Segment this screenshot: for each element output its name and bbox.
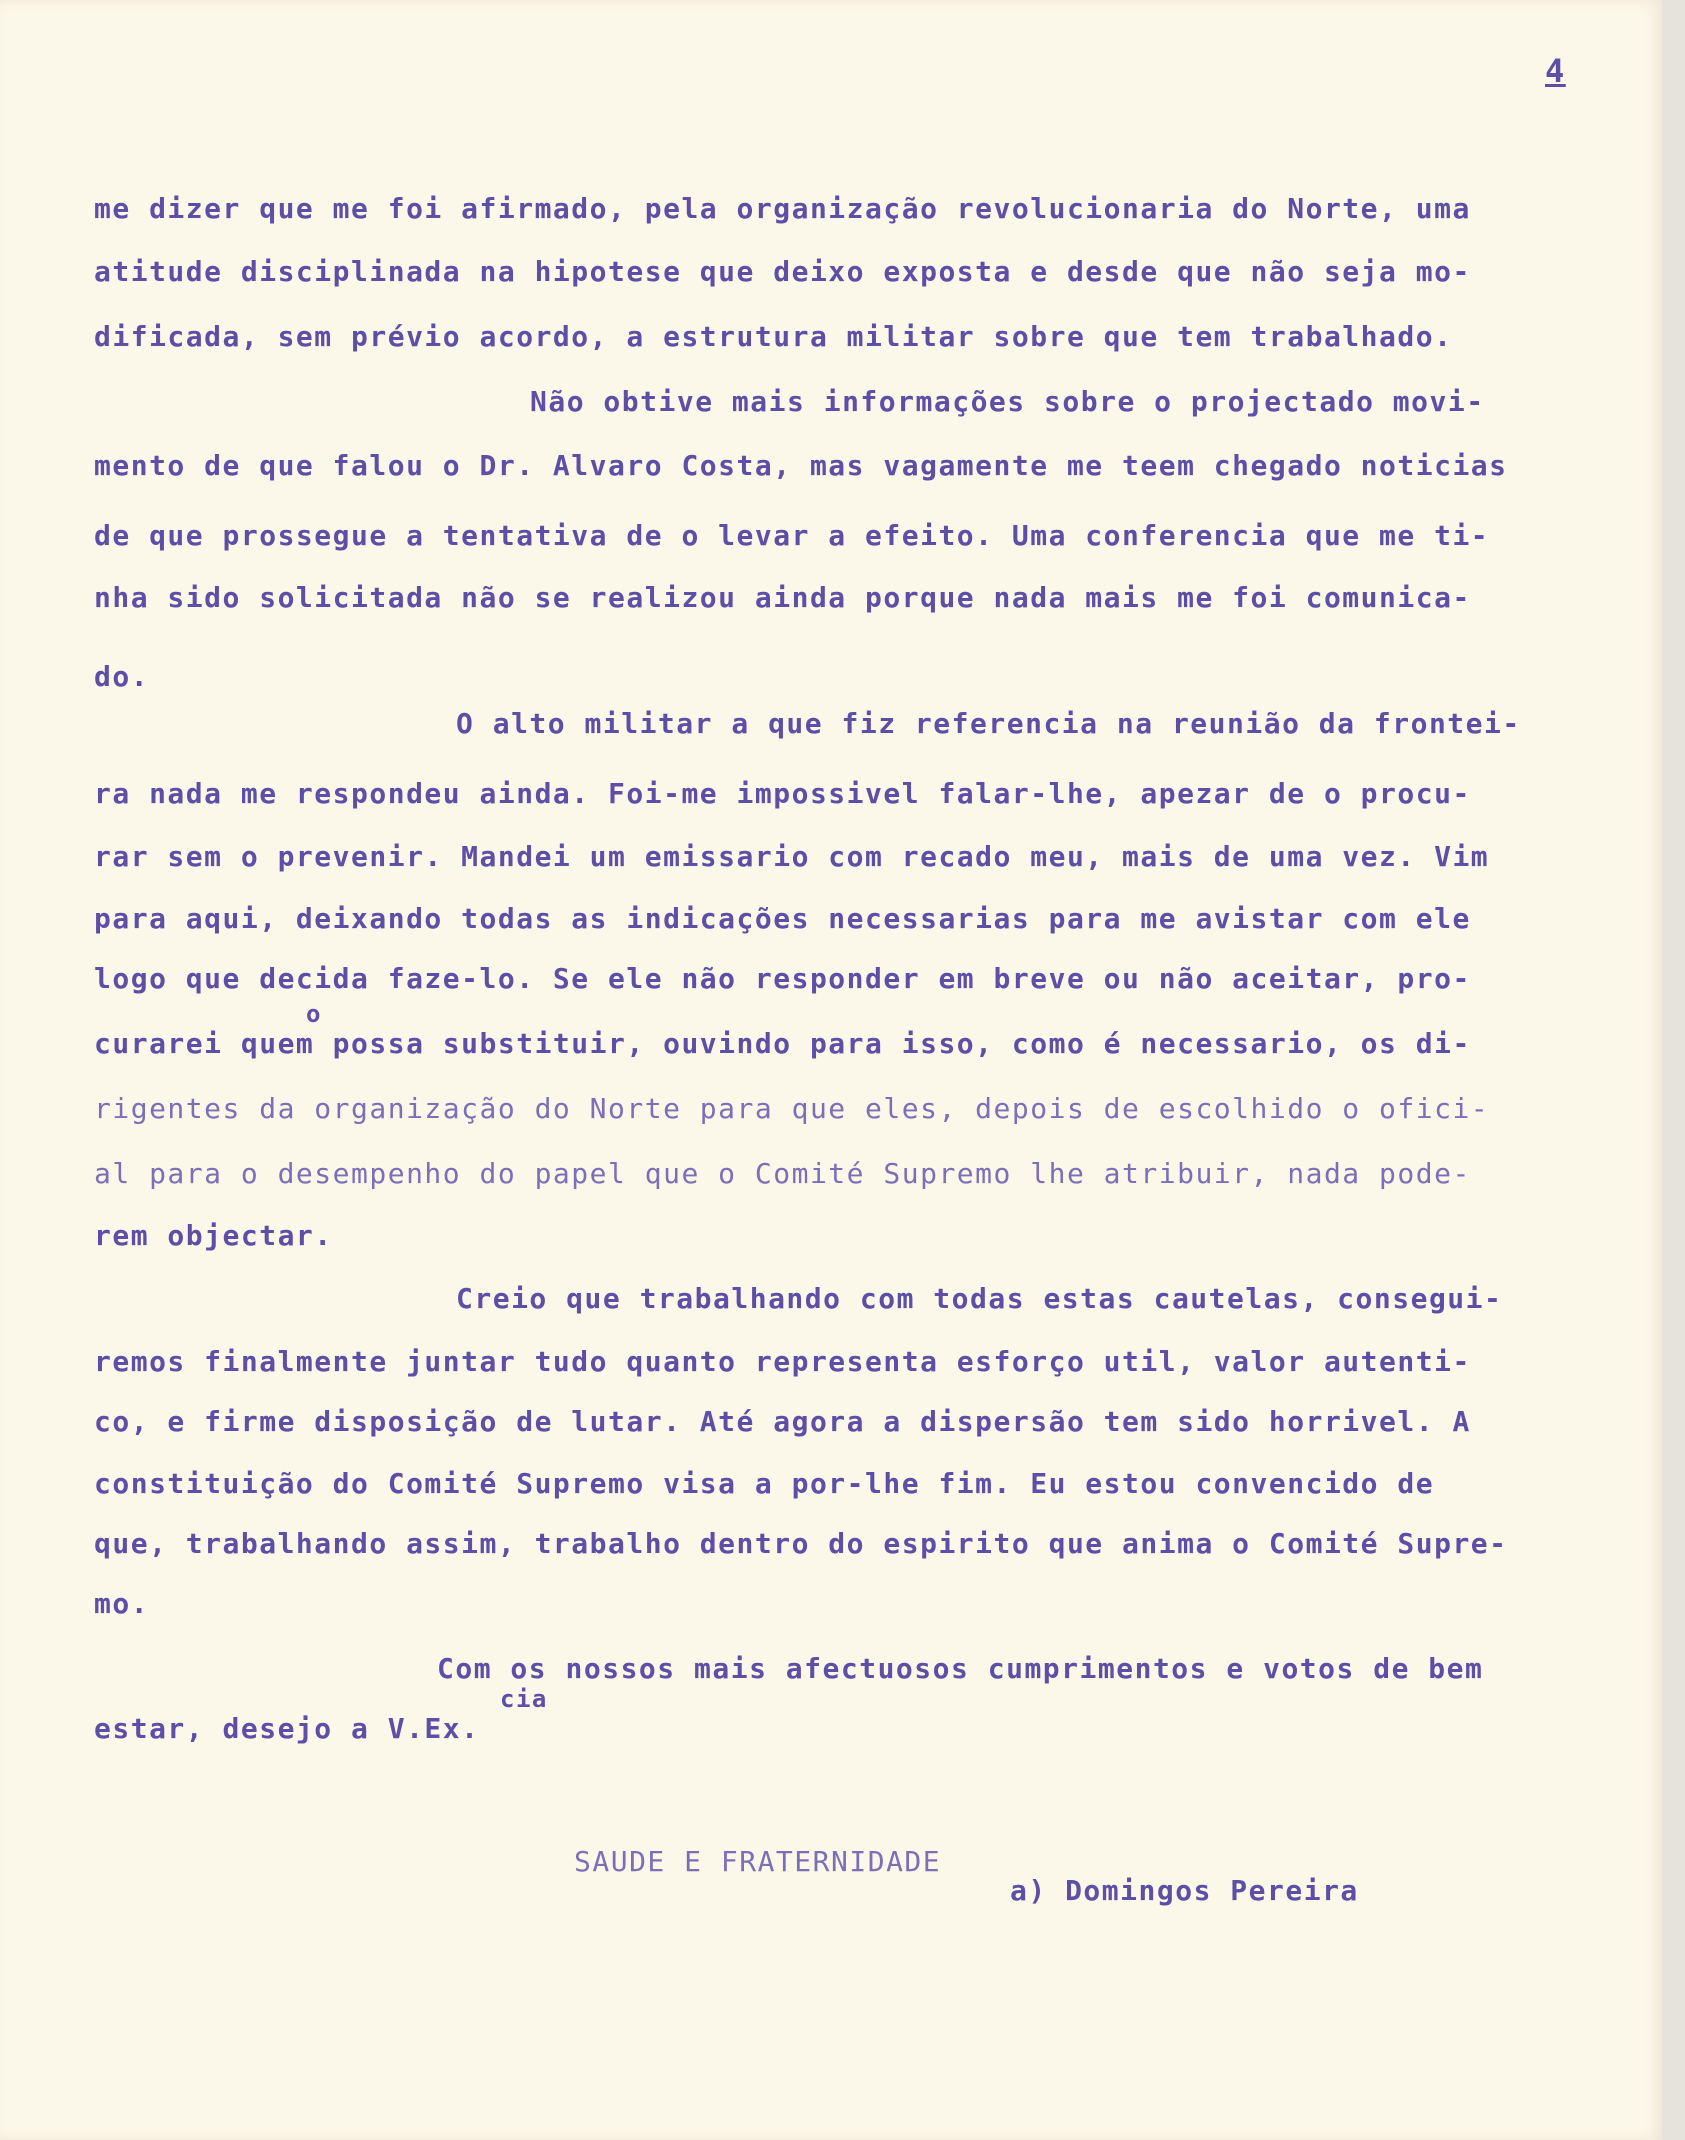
letter-line: ra nada me respondeu ainda. Foi-me impossivel falar-lhe, apezar de o procu- (94, 777, 1471, 810)
letter-line: Com os nossos mais afectuosos cumprimentos e votos de bem (437, 1652, 1484, 1685)
letter-line: mo. (94, 1587, 150, 1620)
letter-line: que, trabalhando assim, trabalho dentro do espirito que anima o Comité Supre- (94, 1527, 1508, 1560)
closing-salutation: SAUDE E FRATERNIDADE (574, 1845, 942, 1878)
signature: a) Domingos Pereira (1010, 1874, 1359, 1907)
letter-line: atitude disciplinada na hipotese que deixo exposta e desde que não seja mo- (94, 255, 1471, 288)
letter-line: do. (94, 660, 150, 693)
letter-line: rar sem o prevenir. Mandei um emissario com recado meu, mais de uma vez. Vim (94, 840, 1490, 873)
letter-line: Não obtive mais informações sobre o projectado movi- (530, 385, 1485, 418)
letter-line: remos finalmente juntar tudo quanto representa esforço util, valor autenti- (94, 1345, 1471, 1378)
letter-line: rigentes da organização do Norte para que eles, depois de escolhido o ofici- (94, 1092, 1490, 1125)
letter-line: nha sido solicitada não se realizou ainda porque nada mais me foi comunica- (94, 581, 1471, 614)
letter-line: logo que decida faze-lo. Se ele não responder em breve ou não aceitar, pro- (94, 962, 1471, 995)
letter-line: para aqui, deixando todas as indicações necessarias para me avistar com ele (94, 902, 1471, 935)
letter-line: mento de que falou o Dr. Alvaro Costa, mas vagamente me teem chegado noticias (94, 449, 1508, 482)
letter-line: constituição do Comité Supremo visa a por-lhe fim. Eu estou convencido de (94, 1467, 1435, 1500)
letter-line: al para o desempenho do papel que o Comité Supremo lhe atribuir, nada pode- (94, 1157, 1471, 1190)
letter-line: de que prossegue a tentativa de o levar a efeito. Uma conferencia que me ti- (94, 519, 1490, 552)
scan-edge (1662, 0, 1685, 2140)
letter-line: curarei quem possa substituir, ouvindo para isso, como é necessario, os di- (94, 1027, 1471, 1060)
typed-insertion: o (306, 1000, 322, 1028)
letter-line: Creio que trabalhando com todas estas cautelas, consegui- (456, 1282, 1503, 1315)
letter-line: me dizer que me foi afirmado, pela organização revolucionaria do Norte, uma (94, 192, 1471, 225)
letter-line: dificada, sem prévio acordo, a estrutura militar sobre que tem trabalhado. (94, 320, 1453, 353)
page-number: 4 (1545, 52, 1566, 90)
typed-insertion: cia (500, 1685, 548, 1713)
letter-line: estar, desejo a V.Ex. (94, 1712, 480, 1745)
letter-line: rem objectar. (94, 1219, 333, 1252)
letter-line: O alto militar a que fiz referencia na reunião da frontei- (456, 707, 1521, 740)
letter-line: co, e firme disposição de lutar. Até agora a dispersão tem sido horrivel. A (94, 1405, 1471, 1438)
